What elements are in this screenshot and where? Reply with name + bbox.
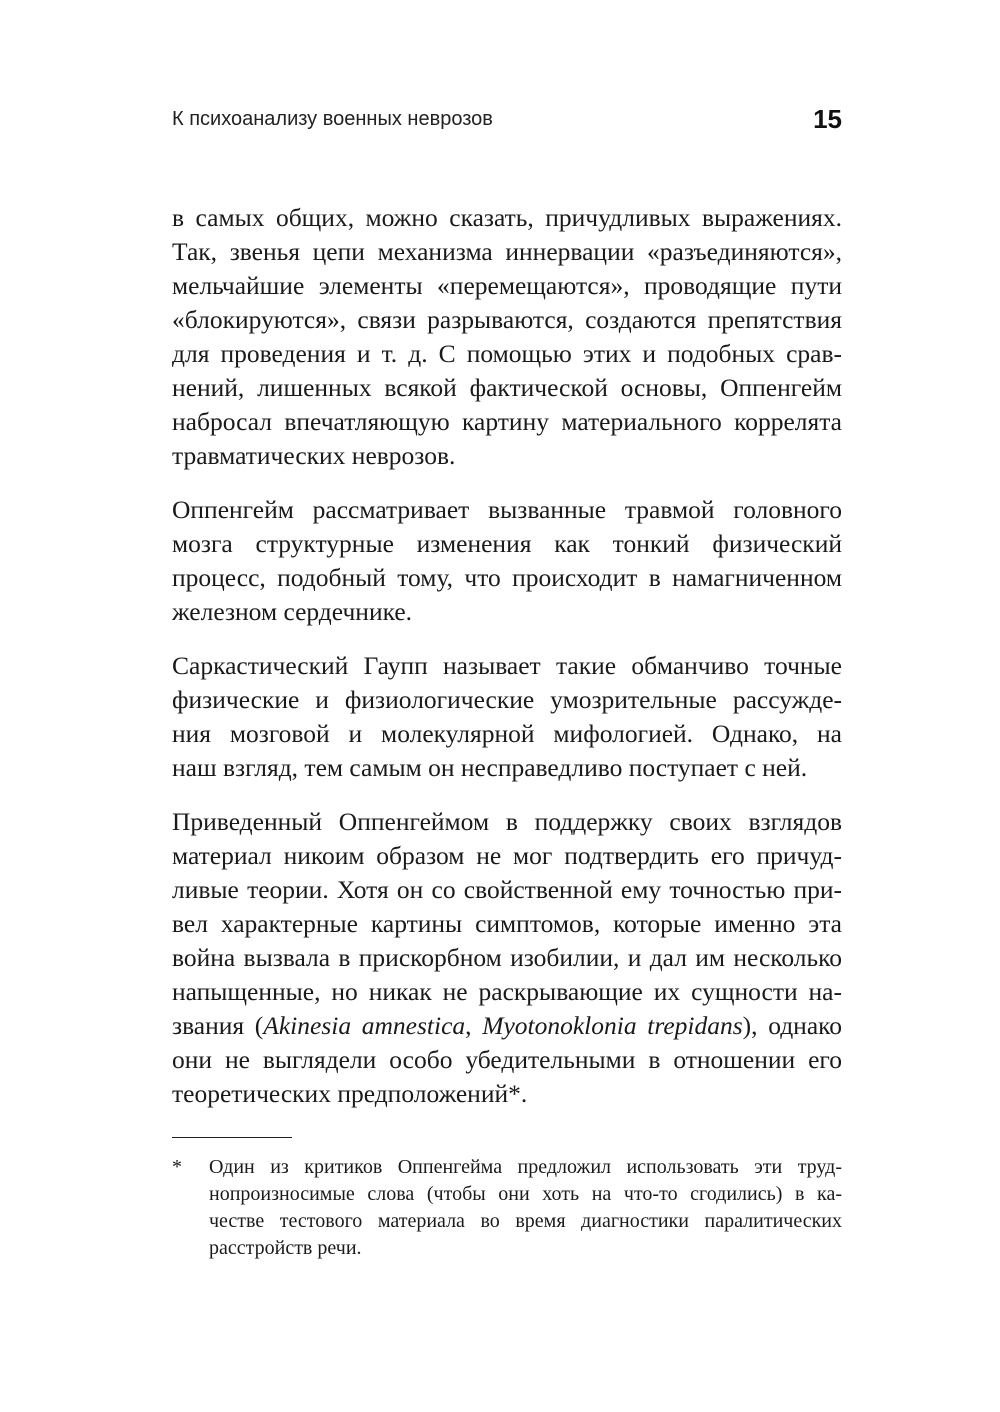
text-line: Так, звенья цепи механизма иннервации «разъединяются», (172, 237, 842, 266)
paragraph-4 (172, 805, 842, 1111)
text-line: материал никоим образом не мог подтвердить его причуд- (172, 841, 842, 870)
page-number: 15 (813, 104, 842, 134)
text-line: напыщенные, но никак не раскрывающие их сущности на- (172, 977, 842, 1006)
text-line: наш взгляд, тем самым он несправедливо поступает с ней. (172, 753, 808, 782)
text-line: физические и физиологические умозрительные рассужде- (172, 685, 842, 714)
text-line: набросал впечатляющую картину материального коррелята (172, 407, 842, 436)
text-line: Оппенгейм рассматривает вызванные травмой головного (172, 495, 842, 524)
text-line: ния мозговой и молекулярной мифологией. Однако, на (172, 719, 842, 748)
text-line-with-terms (172, 1009, 842, 1043)
text-line: мельчайшие элементы «перемещаются», проводящие пути (172, 271, 842, 300)
text-fragment: ), однако (742, 1011, 842, 1040)
footnote-line: Один из критиков Оппенгейма предложил использовать эти труд- (209, 1156, 842, 1178)
text-line: Приведенный Оппенгеймом в поддержку своих взглядов (172, 807, 842, 836)
text-line: ливые теории. Хотя он со свойственной ему точностью при- (172, 875, 842, 904)
footnote-text (209, 1154, 842, 1262)
running-header (172, 104, 842, 138)
text-line: для проведения и т. д. С помощью этих и подобных срав- (172, 339, 842, 368)
footnote-line: честве тестового материала во время диагностики паралитических (209, 1210, 842, 1232)
text-line: мозга структурные изменения как тонкий физический (172, 529, 842, 558)
text-line: вел характерные картины симптомов, которые именно эта (172, 909, 842, 938)
text-line: Саркастический Гаупп называет такие обманчиво точные (172, 651, 842, 680)
text-line: «блокируются», связи разрываются, создаются препятствия (172, 305, 842, 334)
body-text (172, 201, 842, 1131)
text-line: железном сердечнике. (172, 597, 413, 626)
footnote-marker: * (172, 1156, 182, 1178)
footnote-line: расстройств речи. (209, 1237, 362, 1259)
text-line: они не выглядели особо убедительными в отношении его (172, 1045, 842, 1074)
latin-term: Myotonoklonia trepidans (482, 1011, 743, 1040)
text-line: травматических неврозов. (172, 441, 456, 470)
text-line: теоретических предположений*. (172, 1079, 528, 1108)
text-fragment: звания ( (172, 1011, 264, 1040)
text-line: нений, лишенных всякой фактической основы, Оппенгейм (172, 373, 842, 402)
paragraph-1 (172, 201, 842, 473)
running-title: К психоанализу военных неврозов (172, 108, 493, 130)
latin-term: Akinesia amnestica (263, 1011, 466, 1040)
text-line: война вызвала в прискорбном изобилии, и дал им несколько (172, 943, 842, 972)
text-line: в самых общих, можно сказать, причудливых выражениях. (172, 203, 842, 232)
footnote-divider (172, 1137, 292, 1138)
paragraph-2 (172, 493, 842, 629)
text-fragment: , (465, 1011, 483, 1040)
text-line: процесс, подобный тому, что происходит в намагниченном (172, 563, 842, 592)
paragraph-3 (172, 649, 842, 785)
footnote (172, 1154, 842, 1262)
footnote-line: нопроизносимые слова (чтобы они хоть на что-то сгодились) в ка- (209, 1183, 842, 1205)
